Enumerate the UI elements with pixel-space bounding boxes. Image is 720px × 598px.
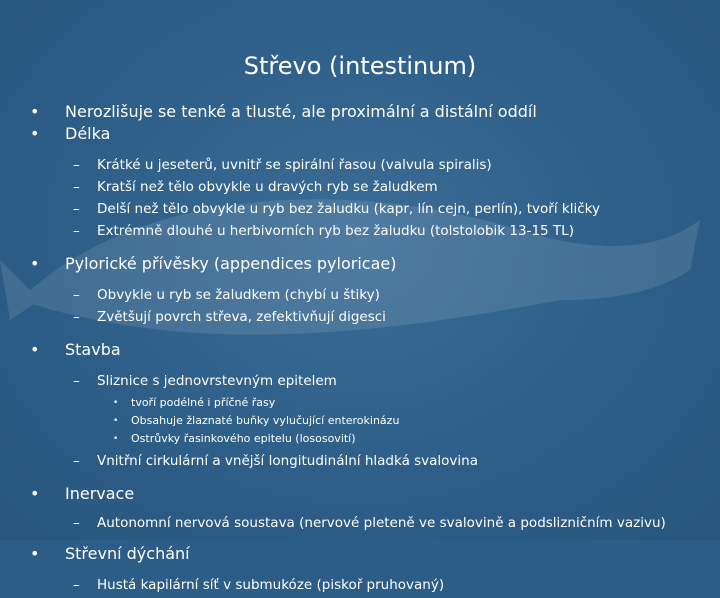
sub-item — [73, 284, 700, 306]
bullet-text: Střevní dýchání — [65, 544, 190, 563]
bullet-item — [30, 544, 700, 564]
sub-item-text: Hustá kapilární síť v submukóze (piskoř pruhovaný) — [97, 577, 445, 593]
bullet-marker: • — [113, 398, 119, 408]
bullet-item — [30, 102, 700, 122]
dash-marker: – — [73, 179, 80, 195]
sub-sub-item — [113, 412, 700, 430]
sub-sub-item-text: tvoří podélné i příčné řasy — [131, 396, 276, 409]
sub-item — [73, 306, 700, 328]
slide-content — [30, 100, 700, 598]
sub-list — [73, 284, 700, 328]
slide-title: Střevo (intestinum) — [243, 52, 477, 80]
dash-marker: – — [73, 515, 80, 531]
sub-item — [73, 370, 700, 392]
sub-list — [73, 574, 700, 596]
sub-list — [73, 514, 700, 532]
bullet-text: Nerozlišuje se tenké a tlusté, ale proximální a distální oddíl — [65, 102, 537, 121]
sub-item — [73, 514, 700, 532]
bullet-marker: • — [113, 416, 119, 426]
sub-item-text: Kratší než tělo obvykle u dravých ryb se žaludkem — [97, 179, 438, 195]
bullet-item — [30, 124, 700, 144]
bullet-item — [30, 340, 700, 360]
sub-item-text: Vnitřní cirkulární a vnější longitudinální hladká svalovina — [97, 453, 479, 469]
sub-item — [73, 176, 700, 198]
bullet-marker: • — [30, 254, 40, 273]
bullet-item — [30, 484, 700, 504]
bullet-text: Délka — [65, 124, 111, 143]
sub-item-text: Sliznice s jednovrstevným epitelem — [97, 373, 337, 389]
sub-item-text: Krátké u jeseterů, uvnitř se spirální řasou (valvula spiralis) — [97, 157, 492, 173]
sub-sub-item-text: Ostrůvky řasinkového epitelu (lososovití) — [131, 432, 356, 445]
sub-sub-list — [113, 394, 700, 448]
bullet-marker: • — [30, 544, 40, 563]
bullet-marker: • — [30, 102, 40, 121]
dash-marker: – — [73, 373, 80, 389]
dash-marker: – — [73, 577, 80, 593]
sub-item-text: Delší než tělo obvykle u ryb bez žaludku (kapr, lín cejn, perlín), tvoří kličky — [97, 201, 600, 217]
dash-marker: – — [73, 453, 80, 469]
dash-marker: – — [73, 201, 80, 217]
sub-item — [73, 154, 700, 176]
sub-list — [73, 154, 700, 242]
sub-item — [73, 220, 700, 242]
dash-marker: – — [73, 157, 80, 173]
bullet-marker: • — [30, 340, 40, 359]
bullet-text: Pylorické přívěsky (appendices pyloricae) — [65, 254, 397, 273]
sub-sub-item-text: Obsahuje žlaznaté buňky vylučující enterokinázu — [131, 414, 400, 427]
bullet-marker: • — [30, 124, 40, 143]
bullet-text: Stavba — [65, 340, 121, 359]
bullet-item — [30, 254, 700, 274]
sub-item-text: Zvětšují povrch střeva, zefektivňují digesci — [97, 309, 386, 325]
sub-item-text: Extrémně dlouhé u herbivorních ryb bez žaludku (tolstolobik 13-15 TL) — [97, 223, 574, 239]
sub-item — [73, 574, 700, 596]
dash-marker: – — [73, 309, 80, 325]
bullet-text: Inervace — [65, 484, 135, 503]
sub-list — [73, 370, 700, 472]
sub-sub-item — [113, 394, 700, 412]
sub-item-text: Autonomní nervová soustava (nervové pleteně ve svalovině a podslizničním vazivu) — [97, 515, 666, 531]
sub-item — [73, 450, 700, 472]
sub-sub-item — [113, 430, 700, 448]
sub-item-text: Obvykle u ryb se žaludkem (chybí u štiky) — [97, 287, 380, 303]
dash-marker: – — [73, 223, 80, 239]
dash-marker: – — [73, 287, 80, 303]
sub-item — [73, 198, 700, 220]
bullet-marker: • — [30, 484, 40, 503]
bullet-marker: • — [113, 434, 119, 444]
